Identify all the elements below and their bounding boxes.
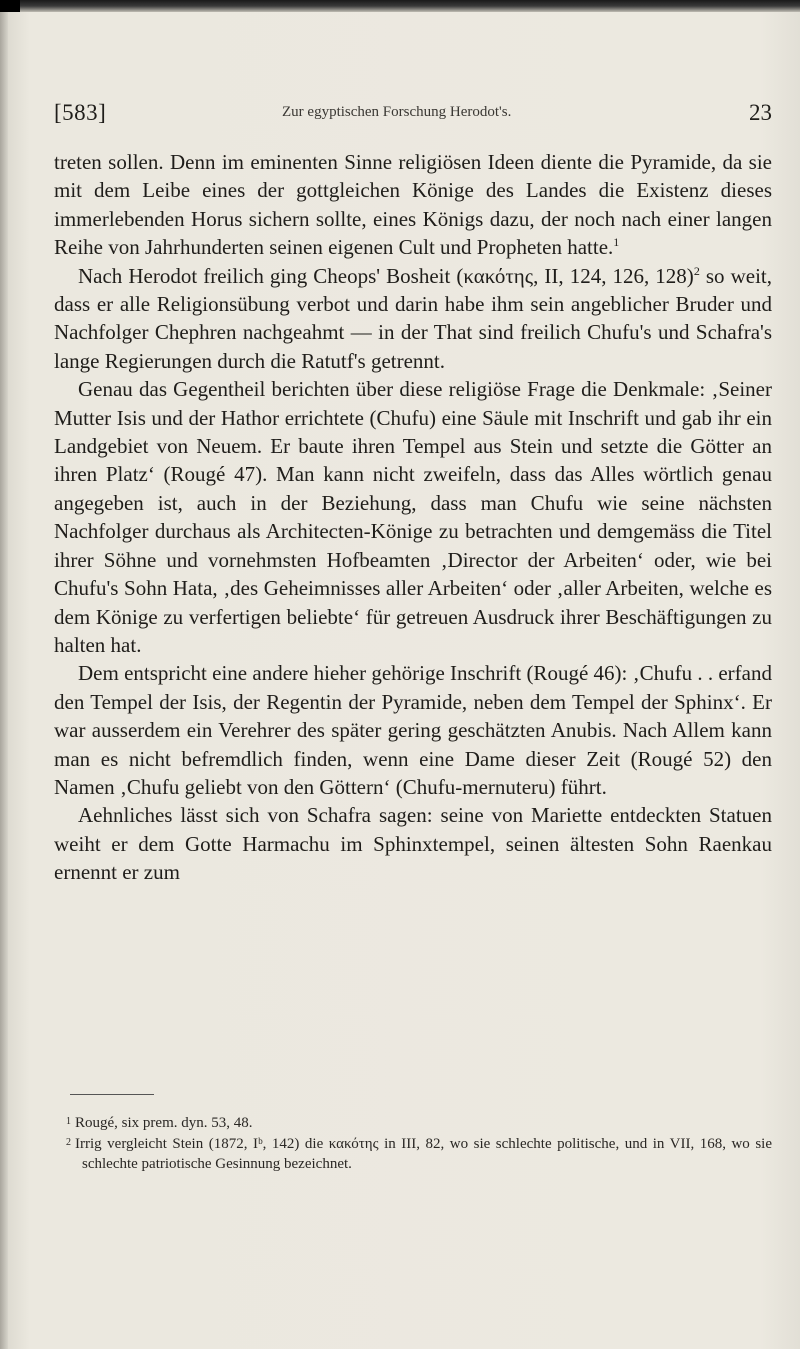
paragraph-text: Nach Herodot freilich ging Cheops' Bosheit (κακότης, II, 124, 126, 128) <box>78 263 694 288</box>
paragraph-text: Aehnliches lässt sich von Schafra sagen: seine von Mariette entdeckten Statuen weiht er dem Gotte Harmachu im Sphinxtempel, seinen ältesten Sohn Raenkau ernennt er zum <box>54 803 772 885</box>
footnote-ref: 1 <box>613 235 620 250</box>
footnote-marker: 2 <box>66 1137 71 1148</box>
scan-corner <box>0 0 20 12</box>
paragraph-2 <box>54 262 772 376</box>
paragraph-text: treten sollen. Denn im eminenten Sinne religiösen Ideen diente die Pyramide, da sie mit dem Leibe eines der gottgleichen Könige des Landes die Existenz dieses immerlebenden Horus sichern sollte, eines Königs dazu, der noch nach einer langen Reihe von Jahrhunderten seinen eigenen Cult und Propheten hatte. <box>54 150 772 260</box>
footnote-text: Irrig vergleicht Stein (1872, Iᵇ, 142) die κακότης in III, 82, wo sie schlechte politische, und in VII, 168, wo sie schlechte patriotische Gesinnung bezeichnet. <box>75 1136 772 1172</box>
footnote-2 <box>54 1133 772 1174</box>
paragraph-1 <box>54 148 772 262</box>
paragraph-5 <box>54 801 772 886</box>
footnote-marker: 1 <box>66 1116 71 1127</box>
page-header <box>54 100 772 136</box>
footnote-1 <box>54 1112 772 1133</box>
scan-top-edge <box>0 0 800 12</box>
folio-number: [583] <box>54 100 107 125</box>
footnote-ref: 2 <box>693 263 700 278</box>
paragraph-text: Dem entspricht eine andere hieher gehörige Inschrift (Rougé 46): ‚Chufu . . erfand den Tempel der Isis, der Regentin der Pyramide, neben dem Tempel der Sphinx‘. Er war ausserdem ein Verehrer des später gering geschätzten Anubis. Nach Allem kann man es nicht befremdlich finden, wenn eine Dame dieser Zeit (Rougé 52) den Namen ‚Chufu geliebt von den Göttern‘ (Chufu-mernuteru) führt. <box>54 661 772 799</box>
running-title: Zur egyptischen Forschung Herodot's. <box>282 104 512 120</box>
page-number: 23 <box>749 100 772 125</box>
footnote-text: Rougé, six prem. dyn. 53, 48. <box>75 1115 253 1131</box>
main-text <box>54 148 772 887</box>
scan-binding-edge <box>0 12 8 1349</box>
paragraph-text: so weit, dass er alle Religionsübung verbot und darin habe ihm sein angeblicher Bruder und Nachfolger Chephren nachgeahmt — in der That sind freilich Chufu's und Schafra's lange Regierungen durch die Ratutf's getrennt. <box>54 263 772 373</box>
paragraph-3 <box>54 375 772 659</box>
paragraph-text: Genau das Gegentheil berichten über diese religiöse Frage die Denkmale: ‚Seiner Mutter Isis und der Hathor errichtete (Chufu) eine Säule mit Inschrift und gab ihr ein Landgebiet von Neuem. Er baute ihren Tempel aus Stein und setzte die Götter an ihren Platz‘ (Rougé 47). Man kann nicht zweifeln, dass das Alles wörtlich genau angegeben ist, auch in der Beziehung, dass man Chufu wie seine nächsten Nachfolger durchaus als Architecten-Könige zu betrachten und demgemäss die Titel ihrer Söhne und vornehmsten Hofbeamten ‚Director der Arbeiten‘ oder, wie bei Chufu's Sohn Hata, ‚des Geheimnisses aller Arbeiten‘ oder ‚aller Arbeiten, welche es dem Könige zu verfertigen beliebte‘ für getreuen Ausdruck ihrer Beschäftigungen zu halten hat. <box>54 377 772 657</box>
footnotes <box>54 1112 772 1174</box>
footnote-divider <box>70 1094 154 1095</box>
paragraph-4 <box>54 659 772 801</box>
